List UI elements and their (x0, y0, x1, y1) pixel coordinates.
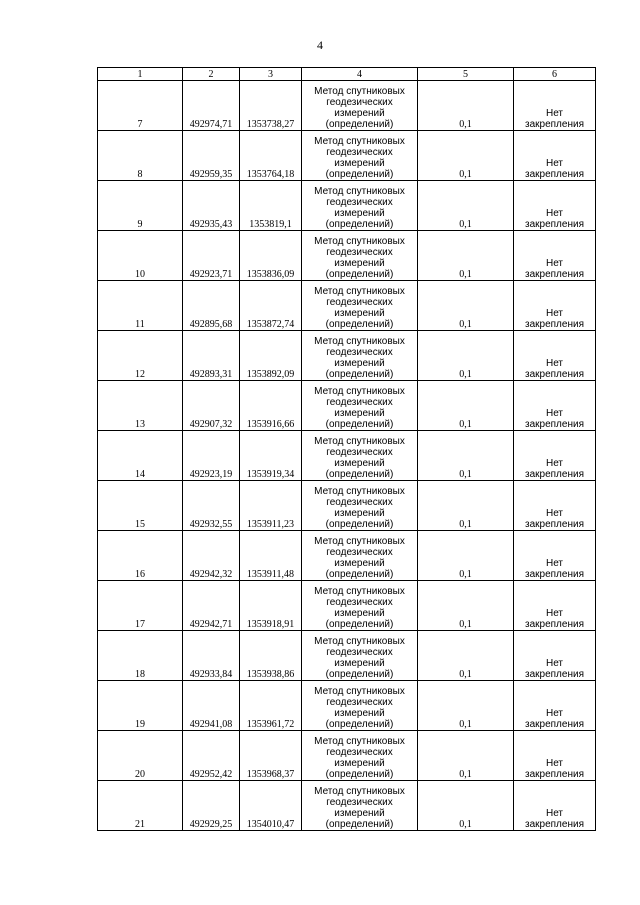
fixation-cell (514, 231, 596, 281)
fixation-line: Нет (545, 358, 564, 369)
method-line: Метод спутниковых (314, 486, 405, 497)
y-coordinate-cell: 1353764,18 (240, 131, 302, 181)
x-coordinate-cell: 492923,19 (183, 431, 240, 481)
method-line: Метод спутниковых (314, 536, 405, 547)
method-cell (302, 781, 418, 831)
method-line: Метод спутниковых (314, 286, 405, 297)
method-cell (302, 281, 418, 331)
y-coordinate-cell: 1353918,91 (240, 581, 302, 631)
method-line: (определений) (325, 519, 394, 530)
method-line: (определений) (325, 819, 394, 830)
point-number-cell: 18 (98, 631, 183, 681)
method-line: измерений (334, 108, 385, 119)
fixation-cell (514, 581, 596, 631)
method-line: Метод спутниковых (314, 186, 405, 197)
fixation-line: закрепления (525, 469, 584, 480)
method-line: измерений (334, 708, 385, 719)
method-line: геодезических (326, 447, 393, 458)
table-row (98, 431, 596, 481)
fixation-cell (514, 781, 596, 831)
x-coordinate-cell: 492929,25 (183, 781, 240, 831)
method-line: Метод спутниковых (314, 236, 405, 247)
method-line: Метод спутниковых (314, 586, 405, 597)
table-row (98, 581, 596, 631)
fixation-line: закрепления (525, 619, 584, 630)
method-line: измерений (334, 308, 385, 319)
y-coordinate-cell: 1353938,86 (240, 631, 302, 681)
fixation-line: Нет (545, 658, 564, 669)
column-header-2: 2 (183, 68, 240, 81)
point-number-cell: 8 (98, 131, 183, 181)
method-cell (302, 481, 418, 531)
method-line: измерений (334, 158, 385, 169)
coordinates-table (97, 67, 596, 831)
method-line: геодезических (326, 797, 393, 808)
method-line: геодезических (326, 97, 393, 108)
fixation-cell (514, 281, 596, 331)
point-number-cell: 16 (98, 531, 183, 581)
fixation-line: Нет (545, 408, 564, 419)
method-line: измерений (334, 658, 385, 669)
method-line: измерений (334, 258, 385, 269)
table-row (98, 381, 596, 431)
method-line: (определений) (325, 469, 394, 480)
point-number-cell: 9 (98, 181, 183, 231)
x-coordinate-cell: 492907,32 (183, 381, 240, 431)
accuracy-cell: 0,1 (418, 331, 514, 381)
point-number-cell: 21 (98, 781, 183, 831)
fixation-line: Нет (545, 758, 564, 769)
accuracy-cell: 0,1 (418, 681, 514, 731)
accuracy-cell: 0,1 (418, 731, 514, 781)
table-row (98, 781, 596, 831)
fixation-line: закрепления (525, 719, 584, 730)
table-row (98, 231, 596, 281)
fixation-line: закрепления (525, 819, 584, 830)
table-row (98, 731, 596, 781)
y-coordinate-cell: 1353968,37 (240, 731, 302, 781)
point-number-cell: 15 (98, 481, 183, 531)
point-number-cell: 12 (98, 331, 183, 381)
method-cell (302, 381, 418, 431)
table-row (98, 331, 596, 381)
x-coordinate-cell: 492923,71 (183, 231, 240, 281)
method-line: геодезических (326, 247, 393, 258)
fixation-cell (514, 631, 596, 681)
point-number-cell: 11 (98, 281, 183, 331)
method-line: (определений) (325, 319, 394, 330)
fixation-cell (514, 431, 596, 481)
y-coordinate-cell: 1353919,34 (240, 431, 302, 481)
fixation-line: Нет (545, 508, 564, 519)
method-line: Метод спутниковых (314, 136, 405, 147)
fixation-line: закрепления (525, 769, 584, 780)
y-coordinate-cell: 1353738,27 (240, 81, 302, 131)
y-coordinate-cell: 1353819,1 (240, 181, 302, 231)
fixation-cell (514, 81, 596, 131)
method-cell (302, 581, 418, 631)
fixation-cell (514, 381, 596, 431)
y-coordinate-cell: 1353892,09 (240, 331, 302, 381)
method-line: (определений) (325, 169, 394, 180)
method-cell (302, 131, 418, 181)
method-line: (определений) (325, 719, 394, 730)
fixation-line: Нет (545, 158, 564, 169)
method-cell (302, 331, 418, 381)
fixation-line: закрепления (525, 169, 584, 180)
method-line: измерений (334, 608, 385, 619)
fixation-cell (514, 531, 596, 581)
table-row (98, 681, 596, 731)
method-line: Метод спутниковых (314, 736, 405, 747)
point-number-cell: 7 (98, 81, 183, 131)
method-line: (определений) (325, 219, 394, 230)
x-coordinate-cell: 492895,68 (183, 281, 240, 331)
method-line: измерений (334, 458, 385, 469)
fixation-line: Нет (545, 208, 564, 219)
method-cell (302, 181, 418, 231)
fixation-line: Нет (545, 608, 564, 619)
method-line: геодезических (326, 347, 393, 358)
method-line: (определений) (325, 419, 394, 430)
table-row (98, 531, 596, 581)
method-line: (определений) (325, 619, 394, 630)
accuracy-cell: 0,1 (418, 581, 514, 631)
fixation-line: Нет (545, 558, 564, 569)
method-line: Метод спутниковых (314, 86, 405, 97)
method-line: геодезических (326, 197, 393, 208)
method-line: (определений) (325, 119, 394, 130)
x-coordinate-cell: 492942,32 (183, 531, 240, 581)
y-coordinate-cell: 1354010,47 (240, 781, 302, 831)
point-number-cell: 10 (98, 231, 183, 281)
y-coordinate-cell: 1353911,23 (240, 481, 302, 531)
method-line: геодезических (326, 597, 393, 608)
method-line: измерений (334, 558, 385, 569)
accuracy-cell: 0,1 (418, 381, 514, 431)
method-line: Метод спутниковых (314, 436, 405, 447)
fixation-line: закрепления (525, 319, 584, 330)
x-coordinate-cell: 492933,84 (183, 631, 240, 681)
y-coordinate-cell: 1353872,74 (240, 281, 302, 331)
y-coordinate-cell: 1353961,72 (240, 681, 302, 731)
method-line: (определений) (325, 569, 394, 580)
method-line: геодезических (326, 297, 393, 308)
x-coordinate-cell: 492893,31 (183, 331, 240, 381)
method-line: геодезических (326, 397, 393, 408)
method-line: измерений (334, 358, 385, 369)
accuracy-cell: 0,1 (418, 181, 514, 231)
method-line: Метод спутниковых (314, 636, 405, 647)
x-coordinate-cell: 492942,71 (183, 581, 240, 631)
accuracy-cell: 0,1 (418, 531, 514, 581)
fixation-line: Нет (545, 258, 564, 269)
method-line: Метод спутниковых (314, 386, 405, 397)
method-line: геодезических (326, 147, 393, 158)
method-line: (определений) (325, 669, 394, 680)
table-row (98, 281, 596, 331)
x-coordinate-cell: 492952,42 (183, 731, 240, 781)
fixation-cell (514, 481, 596, 531)
method-line: Метод спутниковых (314, 786, 405, 797)
method-cell (302, 81, 418, 131)
method-line: Метод спутниковых (314, 686, 405, 697)
column-header-5: 5 (418, 68, 514, 81)
accuracy-cell: 0,1 (418, 281, 514, 331)
method-cell (302, 231, 418, 281)
fixation-cell (514, 181, 596, 231)
column-header-1: 1 (98, 68, 183, 81)
fixation-line: Нет (545, 808, 564, 819)
fixation-line: закрепления (525, 419, 584, 430)
fixation-line: Нет (545, 108, 564, 119)
page-number: 4 (317, 38, 323, 52)
column-header-4: 4 (302, 68, 418, 81)
fixation-cell (514, 681, 596, 731)
fixation-line: закрепления (525, 219, 584, 230)
method-cell (302, 731, 418, 781)
x-coordinate-cell: 492932,55 (183, 481, 240, 531)
x-coordinate-cell: 492935,43 (183, 181, 240, 231)
fixation-line: Нет (545, 458, 564, 469)
column-header-3: 3 (240, 68, 302, 81)
fixation-line: закрепления (525, 519, 584, 530)
method-line: геодезических (326, 647, 393, 658)
method-line: измерений (334, 408, 385, 419)
fixation-line: закрепления (525, 669, 584, 680)
x-coordinate-cell: 492959,35 (183, 131, 240, 181)
point-number-cell: 14 (98, 431, 183, 481)
method-cell (302, 681, 418, 731)
fixation-cell (514, 331, 596, 381)
point-number-cell: 20 (98, 731, 183, 781)
method-line: измерений (334, 758, 385, 769)
table-row (98, 481, 596, 531)
table-row (98, 181, 596, 231)
method-line: Метод спутниковых (314, 336, 405, 347)
accuracy-cell: 0,1 (418, 131, 514, 181)
method-cell (302, 631, 418, 681)
y-coordinate-cell: 1353836,09 (240, 231, 302, 281)
x-coordinate-cell: 492941,08 (183, 681, 240, 731)
accuracy-cell: 0,1 (418, 81, 514, 131)
fixation-line: Нет (545, 308, 564, 319)
accuracy-cell: 0,1 (418, 631, 514, 681)
method-cell (302, 531, 418, 581)
table-row (98, 131, 596, 181)
accuracy-cell: 0,1 (418, 231, 514, 281)
fixation-cell (514, 731, 596, 781)
method-line: (определений) (325, 369, 394, 380)
fixation-cell (514, 131, 596, 181)
table-row (98, 81, 596, 131)
fixation-line: закрепления (525, 269, 584, 280)
method-line: измерений (334, 208, 385, 219)
accuracy-cell: 0,1 (418, 781, 514, 831)
method-line: измерений (334, 808, 385, 819)
method-line: измерений (334, 508, 385, 519)
fixation-line: закрепления (525, 569, 584, 580)
table-body (98, 81, 596, 831)
fixation-line: Нет (545, 708, 564, 719)
method-line: геодезических (326, 747, 393, 758)
method-line: геодезических (326, 697, 393, 708)
method-line: (определений) (325, 769, 394, 780)
y-coordinate-cell: 1353916,66 (240, 381, 302, 431)
table-row (98, 631, 596, 681)
fixation-line: закрепления (525, 119, 584, 130)
method-line: геодезических (326, 497, 393, 508)
accuracy-cell: 0,1 (418, 481, 514, 531)
fixation-line: закрепления (525, 369, 584, 380)
accuracy-cell: 0,1 (418, 431, 514, 481)
table-header-row (98, 68, 596, 81)
point-number-cell: 19 (98, 681, 183, 731)
method-line: геодезических (326, 547, 393, 558)
point-number-cell: 13 (98, 381, 183, 431)
column-header-6: 6 (514, 68, 596, 81)
x-coordinate-cell: 492974,71 (183, 81, 240, 131)
method-cell (302, 431, 418, 481)
point-number-cell: 17 (98, 581, 183, 631)
y-coordinate-cell: 1353911,48 (240, 531, 302, 581)
method-line: (определений) (325, 269, 394, 280)
